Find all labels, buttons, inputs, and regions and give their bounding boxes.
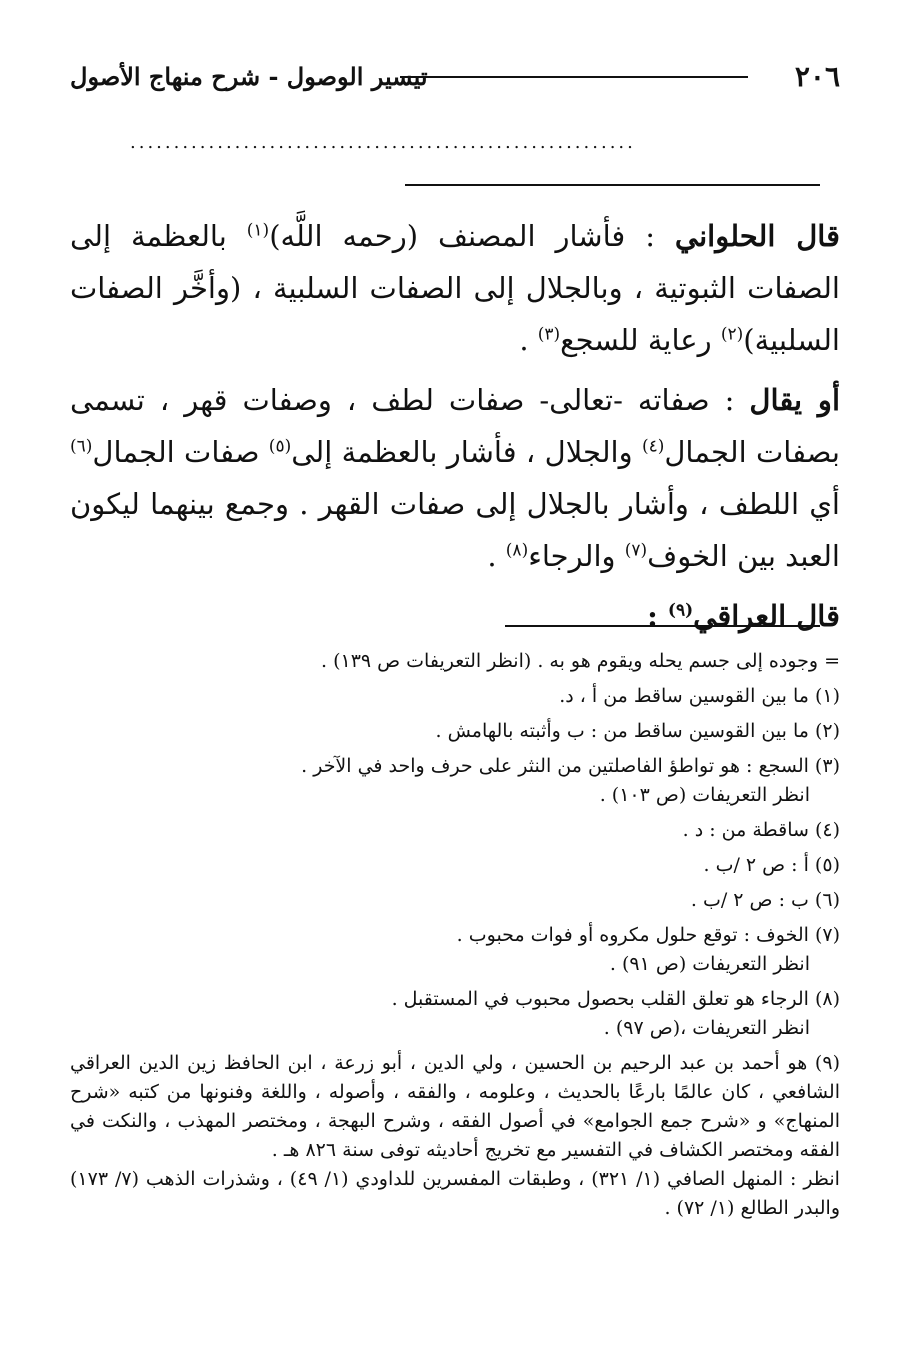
paragraph-lead: قال العراقي	[693, 599, 840, 633]
footnote-rule	[505, 625, 820, 627]
footnote-1: (١) ما بين القوسين ساقط من أ ، د.	[559, 685, 840, 707]
paragraph-text: والرجاء	[528, 539, 625, 573]
footnote-ref: (٥)	[268, 436, 292, 457]
paragraph-text: صفات الجمال	[92, 435, 269, 469]
footnote-continuation: = وجوده إلى جسم يحله ويقوم هو به . (انظر التعريفات ص ١٣٩) .	[321, 650, 840, 672]
footnote-ref: (٧)	[624, 540, 648, 561]
paragraph-lead: قال الحلواني	[674, 219, 840, 253]
paragraph-aw-yuqal	[70, 374, 840, 582]
footnote-text: (٩) هو أحمد بن عبد الرحيم بن الحسين ، ولي الدين ، أبو زرعة ، ابن الحافظ زين الدين العراقي الشافعي ، كان عالمًا بارعًا بالحديث ، وعلومه ، والفقه ، وأصوله ، واللغة وفنونها من كتبه «شرح المنهاج» و «شرح جمع الجوامع» في أصول الفقه ، وشرح البهجة ، ومختصر المهذب ، والنكت في الفقه ومختصر الكشاف في التفسير مع تخريج أحاديثه توفى سنة ٨٢٦ هـ .	[70, 1052, 840, 1161]
footnote-ref: (٨)	[505, 540, 529, 561]
footnote-ref: (٤)	[641, 436, 665, 457]
footnote-ref: (٢)	[720, 324, 744, 345]
paragraph-halwani	[70, 210, 840, 366]
footnote-ref: (٩)	[667, 600, 694, 621]
paragraph-text: والجلال ، فأشار بالعظمة إلى	[291, 435, 642, 469]
footnote-reference: انظر التعريفات (ص ٩١) .	[609, 953, 810, 975]
footnote-9	[70, 1049, 840, 1223]
footnotes	[70, 647, 840, 1229]
paragraph-text: : فأشار المصنف (رحمه اللَّه)	[269, 219, 675, 253]
footnote-6: (٦) ب : ص ٢ /ب .	[690, 889, 840, 911]
paragraph-lead: أو يقال	[749, 383, 840, 417]
page-header	[70, 52, 840, 100]
main-text	[70, 210, 840, 650]
footnote-4: (٤) ساقطة من : د .	[682, 819, 840, 841]
dotted-separator: ..........................................................	[130, 132, 636, 153]
paragraph-text: أي اللطف ، وأشار بالجلال إلى صفات القهر . وجمع بينهما ليكون العبد بين الخوف	[70, 487, 840, 573]
footnote-text: (٨) الرجاء هو تعلق القلب بحصول محبوب في المستقبل .	[391, 988, 840, 1010]
running-title: تيسير الوصول - شرح منهاج الأصول	[70, 62, 428, 91]
footnote-ref: (١)	[246, 220, 270, 241]
paragraph-text: :	[647, 599, 668, 633]
paragraph-text: رعاية للسجع	[560, 323, 721, 357]
footnote-7	[70, 921, 840, 979]
paragraph-text: .	[487, 539, 506, 573]
footnote-reference: انظر : المنهل الصافي (١/ ٣٢١) ، وطبقات المفسرين للداودي (١/ ٤٩) ، وشذرات الذهب (٧/ ١٧٣) والبدر الطالع (١/ ٧٢) .	[70, 1168, 840, 1219]
paragraph-text: : صفاته -تعالى- صفات لطف ، وصفات قهر ، تسمى بصفات الجمال	[70, 383, 840, 469]
book-page	[70, 52, 840, 1322]
section-rule	[405, 184, 820, 186]
footnote-reference: انظر التعريفات (ص ١٠٣) .	[599, 784, 810, 806]
footnote-text: (٧) الخوف : توقع حلول مكروه أو فوات محبوب .	[456, 924, 840, 946]
footnote-text: (٣) السجع : هو تواطؤ الفاصلتين من النثر على حرف واحد في الآخر .	[301, 755, 840, 777]
paragraph-text: بالعظمة إلى الصفات الثبوتية ، وبالجلال إلى الصفات السلبية ، (وأخَّر الصفات السلبية)	[70, 219, 840, 357]
paragraph-text: .	[519, 323, 538, 357]
header-rule	[400, 76, 748, 78]
footnote-2: (٢) ما بين القوسين ساقط من : ب وأثبته بالهامش .	[435, 720, 840, 742]
page-number: ٢٠٦	[794, 60, 840, 93]
footnote-ref: (٦)	[70, 436, 93, 457]
paragraph-iraqi	[70, 590, 840, 642]
footnote-reference: انظر التعريفات ،(ص ٩٧) .	[603, 1017, 810, 1039]
footnote-3	[70, 752, 840, 810]
footnote-5: (٥) أ : ص ٢ /ب .	[703, 854, 840, 876]
footnote-ref: (٣)	[537, 324, 561, 345]
footnote-8	[70, 985, 840, 1043]
